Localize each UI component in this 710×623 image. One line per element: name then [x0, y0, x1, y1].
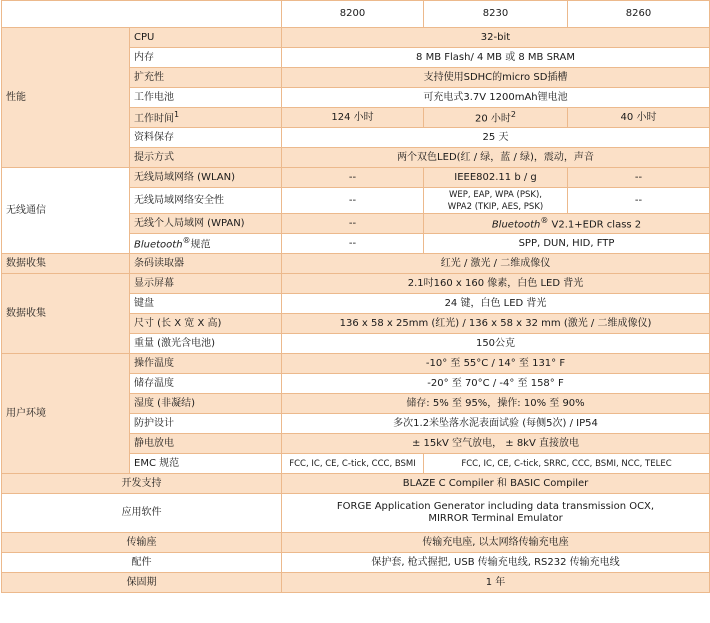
label-dev-support: 开发支持	[2, 474, 282, 494]
spec-value-humidity: 储存: 5% 至 95%，操作: 10% 至 90%	[282, 394, 710, 414]
spec-name-cpu: CPU	[130, 28, 282, 48]
spec-name-wpan: 无线个人局域网 (WPAN)	[130, 214, 282, 234]
spec-value-dimensions: 136 x 58 x 25mm (红光) / 136 x 58 x 32 mm (激光 / 二维成像仪)	[282, 314, 710, 334]
wlan-security-8200: --	[282, 188, 424, 214]
spec-value-storage-temp: -20° 至 70°C / -4° 至 158° F	[282, 374, 710, 394]
wlan-security-8230	[424, 188, 568, 214]
work-time-8230	[424, 108, 568, 128]
wpan-bt-mark: ®	[540, 216, 549, 226]
bt-profile-mark: ®	[182, 236, 191, 246]
header-corner	[2, 1, 282, 28]
value-warranty: 1 年	[282, 573, 710, 593]
row-cpu	[2, 28, 710, 48]
spec-name-expansion: 扩充性	[130, 68, 282, 88]
spec-value-esd: ± 15kV 空气放电， ± 8kV 直接放电	[282, 434, 710, 454]
bt-profile-value: SPP, DUN, HID, FTP	[424, 234, 710, 254]
spec-value-weight: 150公克	[282, 334, 710, 354]
spec-value-data-retention: 25 天	[282, 128, 710, 148]
spec-value-memory: 8 MB Flash/ 4 MB 或 8 MB SRAM	[282, 48, 710, 68]
spec-name-op-temp: 操作温度	[130, 354, 282, 374]
work-time-label: 工作时间	[134, 113, 174, 125]
row-accessories	[2, 553, 710, 573]
header-row	[2, 1, 710, 28]
spec-name-data-retention: 资料保存	[130, 128, 282, 148]
wpan-8200: --	[282, 214, 424, 234]
work-time-8200: 124 小时	[282, 108, 424, 128]
row-display	[2, 274, 710, 294]
value-app-software	[282, 494, 710, 533]
row-cradle	[2, 533, 710, 553]
spec-name-esd: 静电放电	[130, 434, 282, 454]
spec-name-wlan: 无线局域网络 (WLAN)	[130, 168, 282, 188]
category-environment: 用户环境	[2, 354, 130, 474]
wpan-bt-rest: V2.1+EDR class 2	[548, 219, 642, 231]
spec-name-bt-profile	[130, 234, 282, 254]
spec-name-storage-temp: 储存温度	[130, 374, 282, 394]
row-warranty	[2, 573, 710, 593]
category-data-collection: 数据收集	[2, 254, 130, 274]
spec-value-battery: 可充电式3.7V 1200mAh锂电池	[282, 88, 710, 108]
wpan-bt-name: Bluetooth	[491, 219, 541, 231]
spec-name-work-time	[130, 108, 282, 128]
spec-table	[1, 0, 710, 593]
emc-8230-8260: FCC, IC, CE, C-tick, SRRC, CCC, BSMI, NCC, TELEC	[424, 454, 710, 474]
work-time-8260: 40 小时	[568, 108, 710, 128]
emc-8200: FCC, IC, CE, C-tick, CCC, BSMI	[282, 454, 424, 474]
row-app-software	[2, 494, 710, 533]
model-8260: 8260	[568, 1, 710, 28]
spec-name-weight: 重量 (激光含电池)	[130, 334, 282, 354]
wlan-8260: --	[568, 168, 710, 188]
spec-name-dimensions: 尺寸 (长 X 宽 X 高)	[130, 314, 282, 334]
spec-name-emc: EMC 规范	[130, 454, 282, 474]
label-cradle: 传输座	[2, 533, 282, 553]
spec-value-keypad: 24 键，白色 LED 背光	[282, 294, 710, 314]
row-dev-support	[2, 474, 710, 494]
model-8230: 8230	[424, 1, 568, 28]
spec-name-indication: 提示方式	[130, 148, 282, 168]
bt-profile-8200: --	[282, 234, 424, 254]
spec-name-battery: 工作电池	[130, 88, 282, 108]
category-data-collection-2: 数据收集	[2, 274, 130, 354]
row-wlan	[2, 168, 710, 188]
category-wireless: 无线通信	[2, 168, 130, 254]
spec-name-reader: 条码读取器	[130, 254, 282, 274]
spec-name-keypad: 键盘	[130, 294, 282, 314]
spec-value-reader: 红光 / 激光 / 二维成像仪	[282, 254, 710, 274]
spec-name-memory: 内存	[130, 48, 282, 68]
bt-profile-rest: 规范	[190, 239, 211, 251]
wlan-8230: IEEE802.11 b / g	[424, 168, 568, 188]
wlan-security-line1: WEP, EAP, WPA (PSK),	[449, 189, 542, 200]
work-time-footnote: 1	[174, 110, 180, 120]
label-accessories: 配件	[2, 553, 282, 573]
spec-value-op-temp: -10° 至 55°C / 14° 至 131° F	[282, 354, 710, 374]
wlan-security-line2: WPA2 (TKIP, AES, PSK)	[447, 201, 544, 212]
wpan-value	[424, 214, 710, 234]
spec-name-rugged: 防护设计	[130, 414, 282, 434]
spec-name-wlan-security: 无线局域网络安全性	[130, 188, 282, 214]
work-time-8230-value: 20 小时	[475, 113, 511, 125]
label-app-software: 应用软件	[2, 494, 282, 533]
row-op-temp	[2, 354, 710, 374]
bt-profile-name: Bluetooth	[134, 239, 183, 251]
wlan-8200: --	[282, 168, 424, 188]
spec-name-display: 显示屏幕	[130, 274, 282, 294]
row-reader	[2, 254, 710, 274]
label-warranty: 保固期	[2, 573, 282, 593]
model-8200: 8200	[282, 1, 424, 28]
app-software-line1: FORGE Application Generator including data transmission OCX,	[336, 501, 655, 512]
work-time-8230-footnote: 2	[510, 110, 516, 120]
category-performance: 性能	[2, 28, 130, 168]
spec-name-humidity: 湿度 (非凝结)	[130, 394, 282, 414]
value-dev-support: BLAZE C Compiler 和 BASIC Compiler	[282, 474, 710, 494]
spec-value-expansion: 支持使用SDHC的micro SD插槽	[282, 68, 710, 88]
spec-value-cpu: 32-bit	[282, 28, 710, 48]
value-cradle: 传输充电座, 以太网络传输充电座	[282, 533, 710, 553]
app-software-line2: MIRROR Terminal Emulator	[428, 513, 563, 524]
spec-value-rugged: 多次1.2米坠落水泥表面试验 (每侧5次) / IP54	[282, 414, 710, 434]
spec-value-indication: 两个双色LED(红 / 绿，蓝 / 绿)，震动，声音	[282, 148, 710, 168]
wlan-security-8260: --	[568, 188, 710, 214]
value-accessories: 保护套, 枪式握把, USB 传输充电线, RS232 传输充电线	[282, 553, 710, 573]
spec-value-display: 2.1吋160 x 160 像素，白色 LED 背光	[282, 274, 710, 294]
